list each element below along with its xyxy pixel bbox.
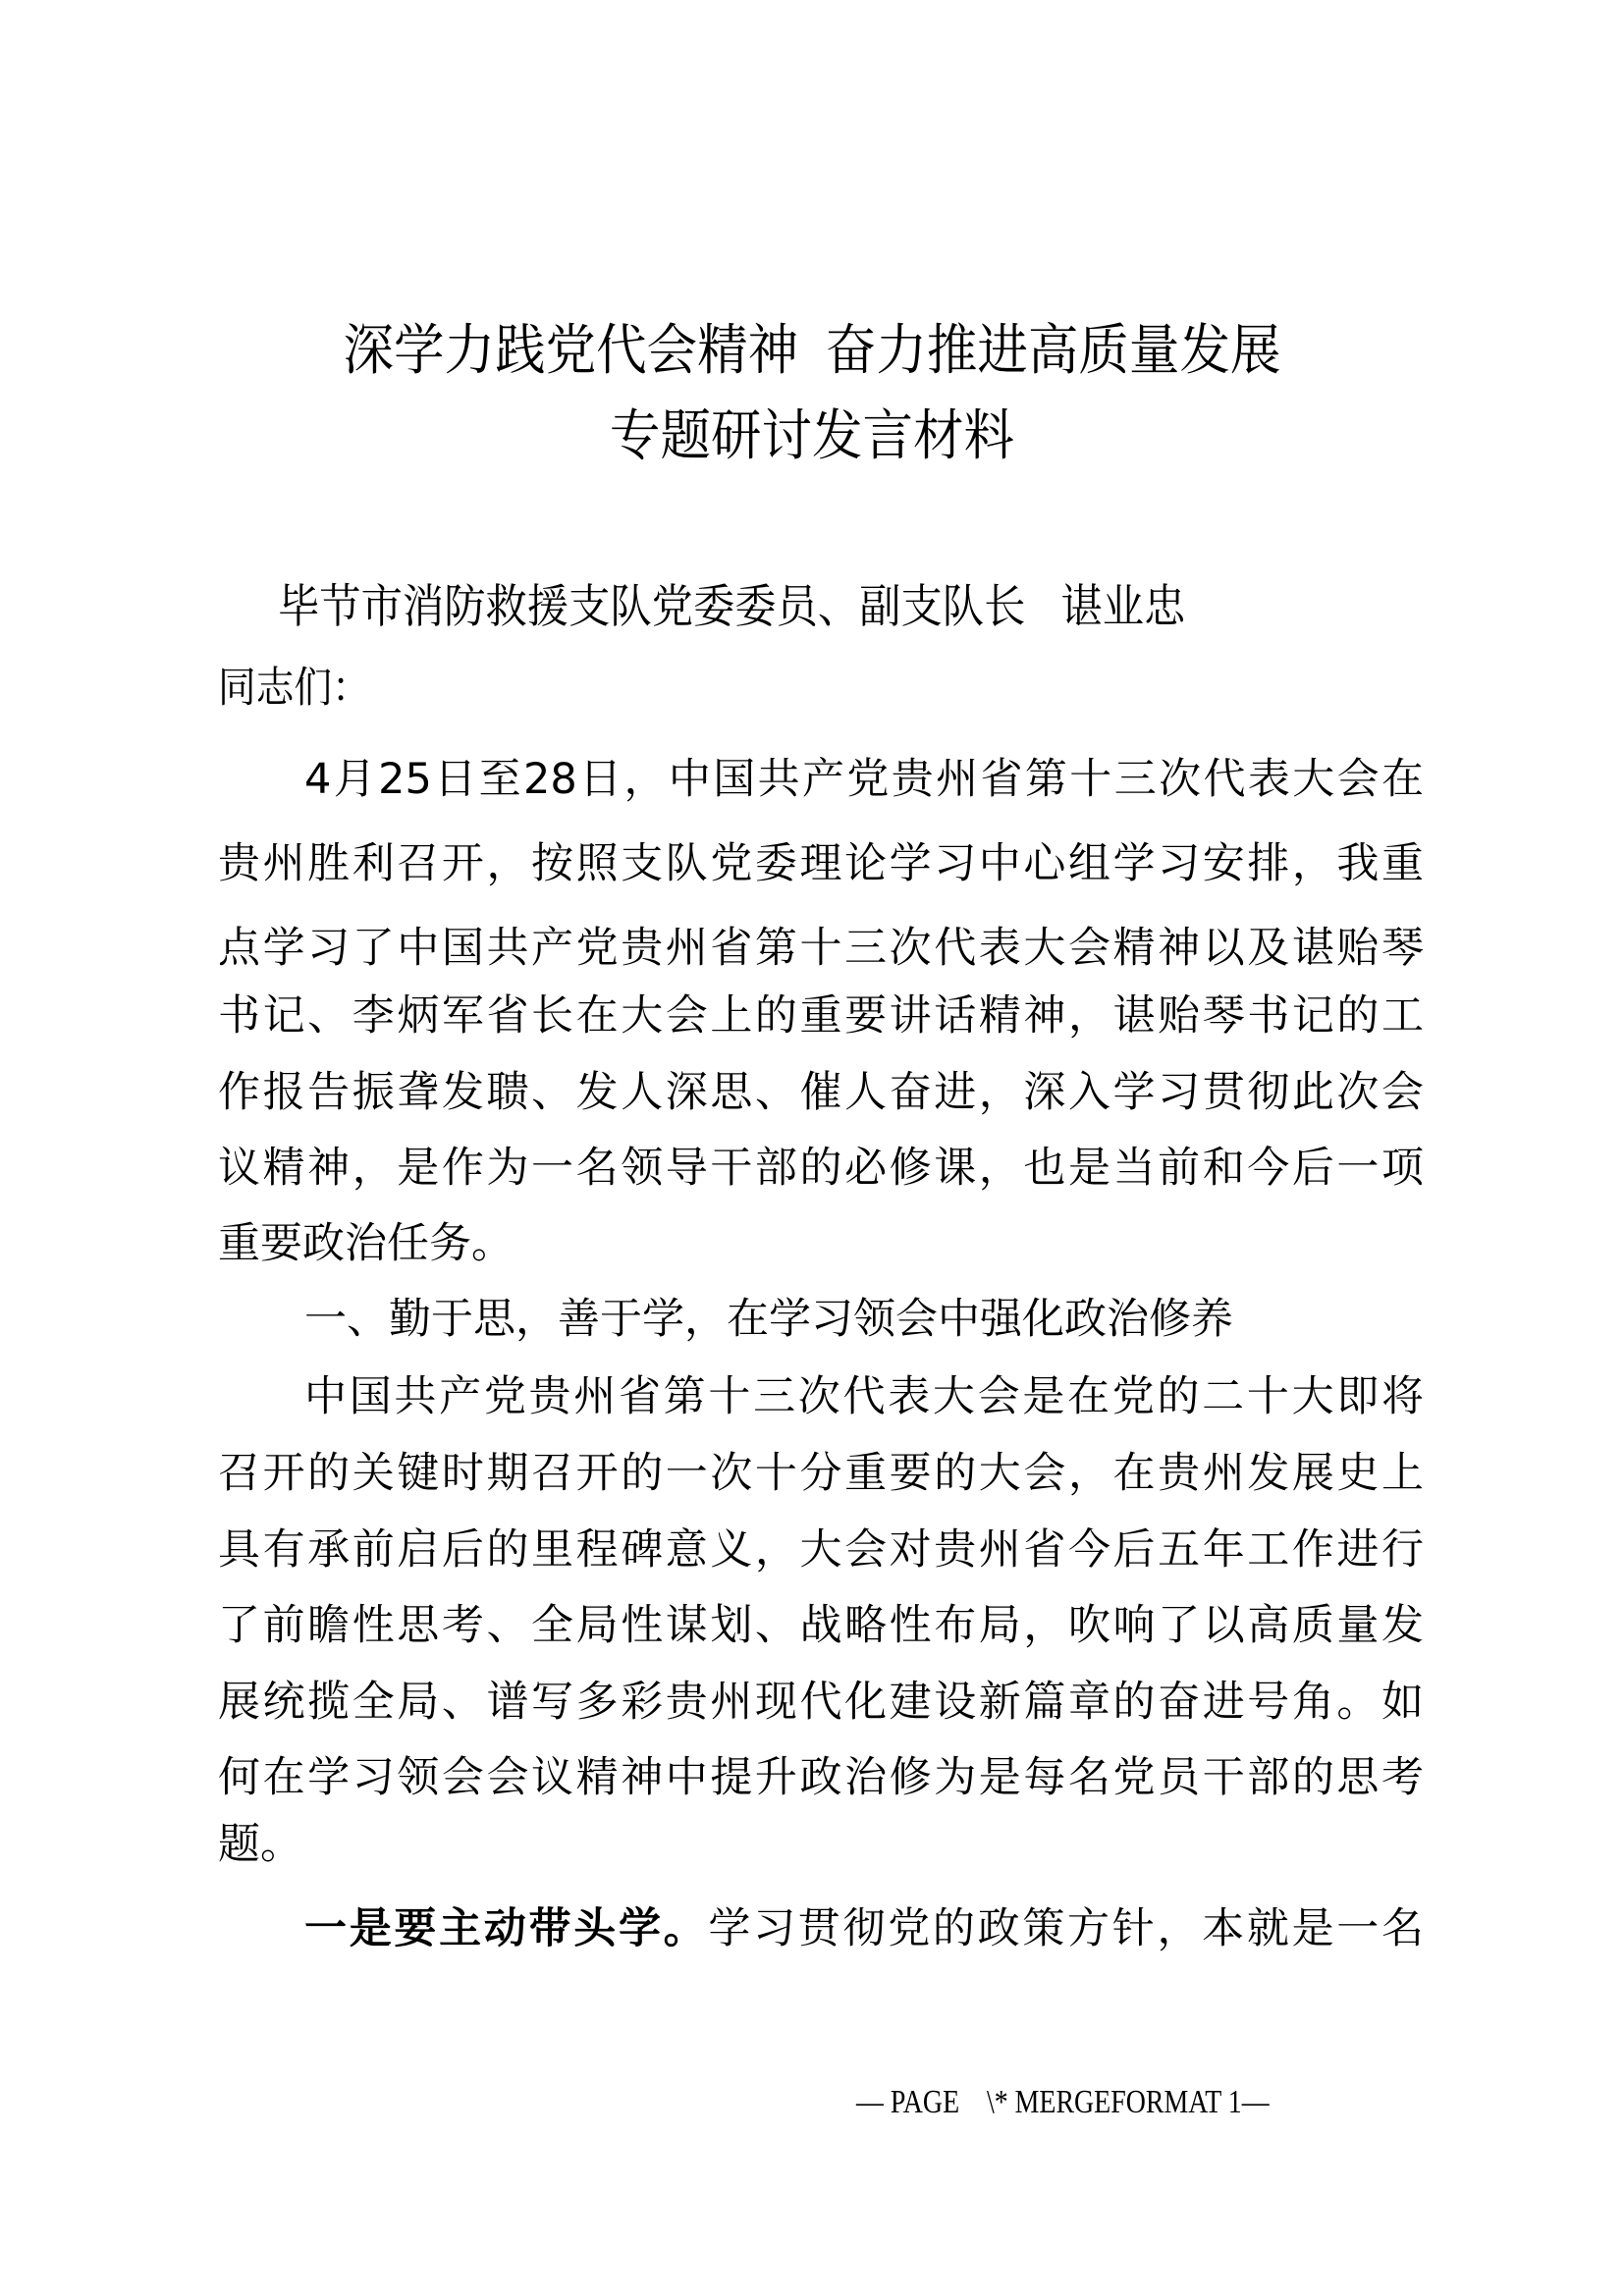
paragraph-3-text: 学习贯彻党的政策方针，本就是一名 (708, 1904, 1424, 1953)
paragraph-1-line-4: 书记、李炳军省长在大会上的重要讲话精神，谌贻琴书记的工 (218, 991, 1424, 1041)
author-name: 谌业忠 (1060, 580, 1186, 634)
document-title-line-2: 专题研讨发言材料 (609, 404, 1015, 468)
paragraph-2-line-3: 具有承前启后的里程碑意义，大会对贵州省今后五年工作进行 (218, 1525, 1424, 1575)
paragraph-3-line-1 (304, 1904, 1424, 1953)
title-part-1: 深学力践党代会精神 (343, 319, 799, 383)
paragraph-2-line-5: 展统揽全局、谱写多彩贵州现代化建设新篇章的奋进号角。如 (218, 1678, 1424, 1727)
paragraph-1-line-1: 4月25日至28日，中国共产党贵州省第十三次代表大会在 (304, 755, 1424, 804)
document-title-line-1 (65, 319, 1559, 383)
salutation: 同志们： (218, 664, 370, 713)
paragraph-1-line-5: 作报告振聋发聩、发人深思、催人奋进，深入学习贯彻此次会 (218, 1068, 1424, 1117)
title-part-2: 奋力推进高质量发展 (825, 319, 1281, 383)
author-line (278, 580, 1186, 634)
paragraph-2-line-1: 中国共产党贵州省第十三次代表大会是在党的二十大即将 (304, 1372, 1424, 1421)
paragraph-2-line-7: 题。 (218, 1820, 302, 1869)
paragraph-2-line-4: 了前瞻性思考、全局性谋划、战略性布局，吹响了以高质量发 (218, 1601, 1424, 1650)
paragraph-2-line-2: 召开的关键时期召开的一次十分重要的大会，在贵州发展史上 (218, 1449, 1424, 1498)
paragraph-1-line-6: 议精神，是作为一名领导干部的必修课，也是当前和今后一项 (218, 1144, 1424, 1193)
page-number-field: — PAGE \* MERGEFORMAT 1— (856, 2084, 1270, 2120)
author-role: 毕节市消防救援支队党委委员、副支队长 (278, 580, 1026, 634)
paragraph-1-line-2: 贵州胜利召开，按照支队党委理论学习中心组学习安排，我重 (218, 839, 1424, 888)
section-heading-1: 一、勤于思，善于学，在学习领会中强化政治修养 (304, 1295, 1233, 1344)
paragraph-1-line-7: 重要政治任务。 (218, 1219, 514, 1268)
paragraph-1-line-3: 点学习了中国共产党贵州省第十三次代表大会精神以及谌贻琴 (218, 924, 1424, 973)
paragraph-2-line-6: 何在学习领会会议精神中提升政治修为是每名党员干部的思考 (218, 1753, 1424, 1802)
paragraph-3-bold-lead: 一是要主动带头学。 (304, 1904, 709, 1953)
